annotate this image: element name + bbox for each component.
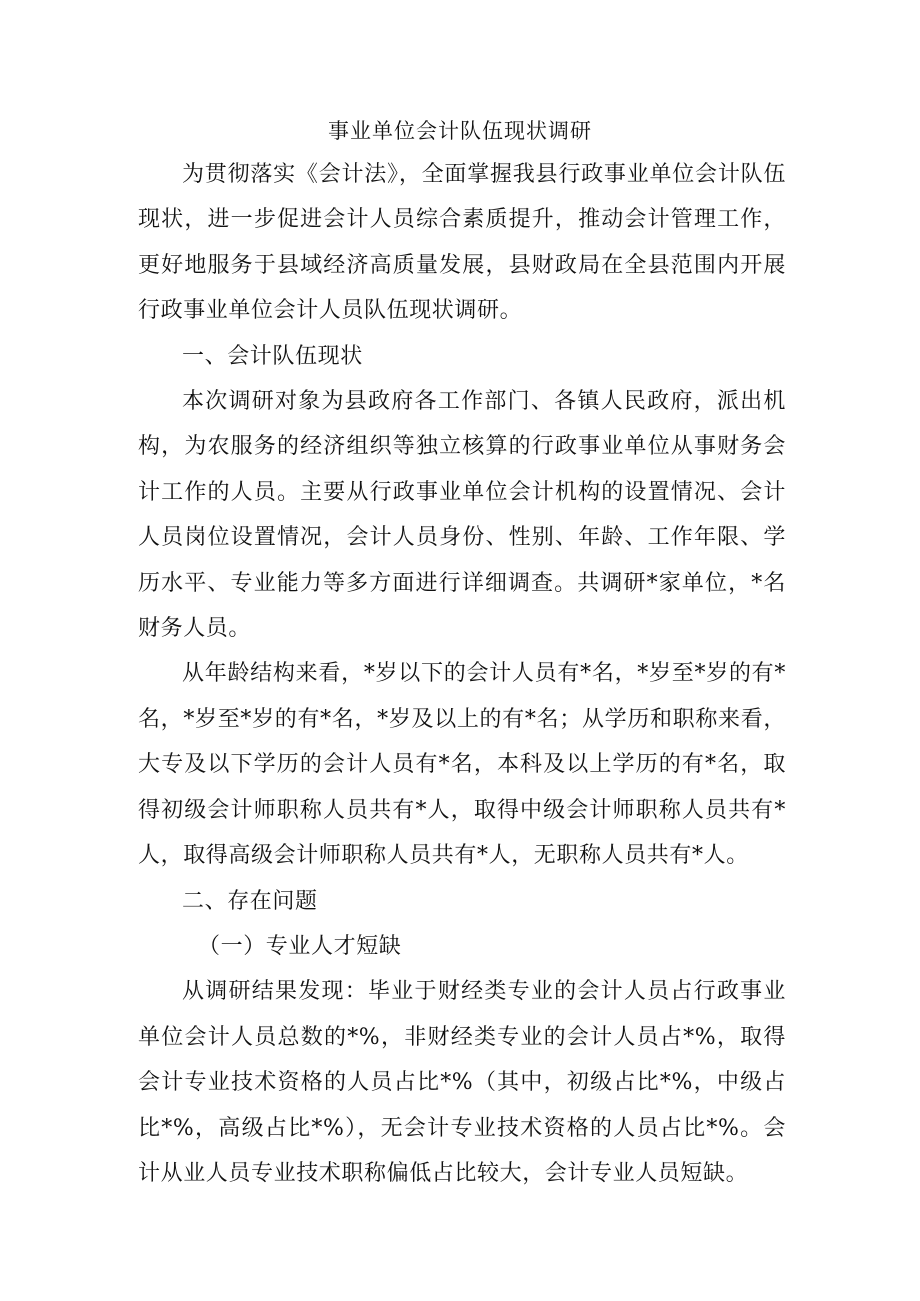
subsection-heading-talent-shortage: （一）专业人才短缺: [198, 933, 402, 959]
intro-paragraph: 为贯彻落实《会计法》，全面掌握我县行政事业单位会计队伍现状，进一步促进会计人员综合素质提升，推动会计管理工作，更好地服务于县域经济高质量发展，县财政局在全县范围内开展行政事业单位会计人员队伍现状调研。: [138, 162, 786, 324]
paragraph-survey-scope: 本次调研对象为县政府各工作部门、各镇人民政府，派出机构，为农服务的经济组织等独立核算的行政事业单位从事财务会计工作的人员。主要从行政事业单位会计机构的设置情况、会计人员岗位设置情况，会计人员身份、性别、年龄、工作年限、学历水平、专业能力等多方面进行详细调查。共调研*家单位，*名财务人员。: [138, 389, 786, 642]
paragraph-age-education: 从年龄结构来看，*岁以下的会计人员有*名，*岁至*岁的有*名，*岁至*岁的有*名，*岁及以上的有*名；从学历和职称来看，大专及以下学历的会计人员有*名，本科及以上学历的有*名，取得初级会计师职称人员共有*人，取得中级会计师职称人员共有*人，取得高级会计师职称人员共有*人，无职称人员共有*人。: [138, 661, 786, 869]
document-body: [138, 152, 786, 1196]
section-heading-problems: 二、存在问题: [182, 888, 318, 914]
section-heading-current-status: 一、会计队伍现状: [182, 343, 363, 369]
document-title: 事业单位会计队伍现状调研: [328, 119, 592, 143]
paragraph-talent-shortage: 从调研结果发现：毕业于财经类专业的会计人员占行政事业单位会计人员总数的*%，非财经类专业的会计人员占*%，取得会计专业技术资格的人员占比*%（其中，初级占比*%，中级占比*%，高级占比*%），无会计专业技术资格的人员占比*%。会计从业人员专业技术职称偏低占比较大，会计专业人员短缺。: [138, 979, 786, 1186]
